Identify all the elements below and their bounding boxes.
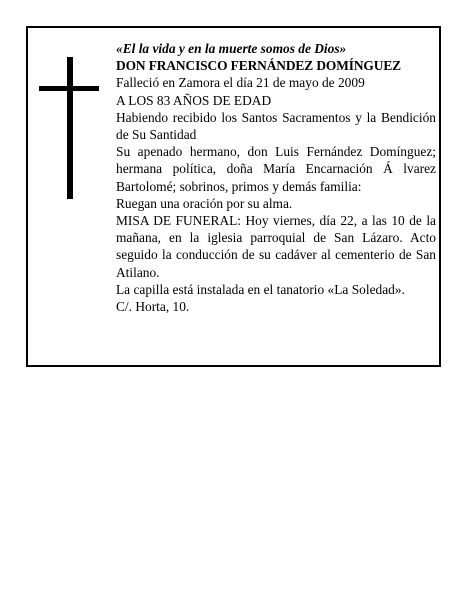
cross-icon (67, 57, 73, 199)
sacraments-statement: Habiendo recibido los Santos Sacramentos y la Bendición de Su Santidad (116, 109, 436, 143)
chapel-address: C/. Horta, 10. (116, 299, 190, 315)
deceased-name: DON FRANCISCO FERNÁNDEZ DOMÍNGUEZ (116, 58, 401, 74)
funeral-mass-info: MISA DE FUNERAL: Hoy viernes, día 22, a las 10 de la mañana, en la iglesia parroquial de San Lázaro. Acto seguido la conducción de su cadáver al cementerio de San Atilano. (116, 213, 436, 280)
notice-text (116, 40, 436, 315)
death-statement: Falleció en Zamora el día 21 de mayo de 2009 (116, 75, 365, 91)
obituary-notice (26, 26, 441, 367)
prayer-request: Ruegan una oración por su alma. (116, 195, 293, 211)
motto: «El la vida y en la muerte somos de Dios» (116, 41, 347, 56)
family-statement: Su apenado hermano, don Luis Fernández Domínguez; hermana política, doña María Encarnación Á lvarez Bartolomé; sobrinos, primos y demás familia: (116, 144, 436, 194)
age-statement: A LOS 83 AÑOS DE EDAD (116, 92, 272, 108)
chapel-info: La capilla está instalada en el tanatorio «La Soledad». (116, 281, 405, 297)
cross-icon-bar (39, 86, 99, 91)
